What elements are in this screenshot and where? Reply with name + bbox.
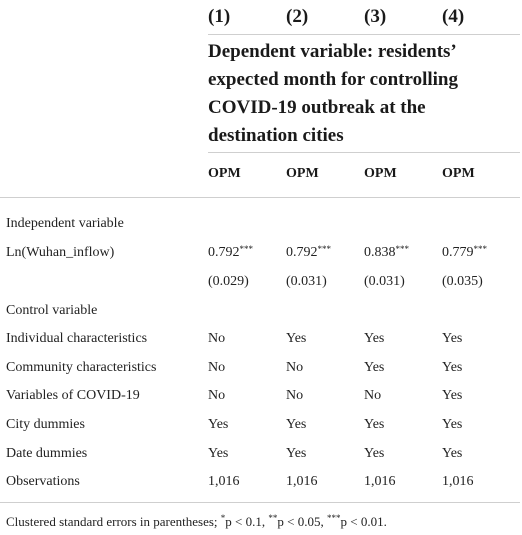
row-label: Community characteristics [6, 360, 157, 375]
row-cell: 1,016 [208, 474, 240, 489]
row-label: City dummies [6, 417, 85, 432]
header-rule [208, 34, 520, 35]
subheader-rule [0, 197, 520, 198]
row-cell: Yes [286, 417, 307, 432]
coef-4: 0.779*** [442, 244, 487, 260]
se-3: (0.031) [364, 274, 405, 289]
dependent-variable-title [208, 38, 520, 150]
dv-line-4: destination cities [208, 125, 344, 146]
main-row-label: Ln(Wuhan_inflow) [6, 245, 115, 260]
row-cell: Yes [364, 417, 385, 432]
row-cell: Yes [442, 388, 463, 403]
row-cell: No [208, 388, 226, 403]
row-label: Individual characteristics [6, 331, 148, 346]
row-cell: Yes [442, 446, 463, 461]
row-label: Observations [6, 474, 80, 489]
bottom-rule [0, 502, 520, 503]
row-cell: No [286, 388, 304, 403]
column-header-1: (1) [208, 6, 231, 27]
row-cell: 1,016 [286, 474, 318, 489]
coef-2: 0.792*** [286, 244, 331, 260]
row-cell: Yes [208, 417, 229, 432]
section-independent: Independent variable [6, 216, 124, 231]
row-cell: Yes [286, 331, 307, 346]
row-cell: No [208, 331, 226, 346]
coef-3: 0.838*** [364, 244, 409, 260]
table-note: Clustered standard errors in parentheses; *p < 0.1, **p < 0.05, ***p < 0.01. [6, 513, 387, 529]
row-cell: Yes [442, 360, 463, 375]
row-cell: Yes [364, 360, 385, 375]
row-cell: No [208, 360, 226, 375]
row-label: Variables of COVID-19 [6, 388, 140, 403]
se-1: (0.029) [208, 274, 249, 289]
row-cell: 1,016 [442, 474, 474, 489]
subheader-3: OPM [364, 166, 397, 181]
row-cell: No [286, 360, 304, 375]
row-cell: 1,016 [364, 474, 396, 489]
column-header-4: (4) [442, 6, 465, 27]
dv-line-1: Dependent variable: residents’ [208, 41, 457, 62]
dv-line-3: COVID-19 outbreak at the [208, 97, 426, 118]
section-control: Control variable [6, 303, 98, 318]
row-cell: No [364, 388, 382, 403]
title-rule [208, 152, 520, 153]
row-cell: Yes [364, 446, 385, 461]
se-2: (0.031) [286, 274, 327, 289]
row-label: Date dummies [6, 446, 88, 461]
column-header-3: (3) [364, 6, 387, 27]
row-cell: Yes [286, 446, 307, 461]
row-cell: Yes [208, 446, 229, 461]
dv-line-2: expected month for controlling [208, 69, 458, 90]
subheader-1: OPM [208, 166, 241, 181]
subheader-2: OPM [286, 166, 319, 181]
row-cell: Yes [442, 331, 463, 346]
subheader-4: OPM [442, 166, 475, 181]
row-cell: Yes [364, 331, 385, 346]
coef-1: 0.792*** [208, 244, 253, 260]
row-cell: Yes [442, 417, 463, 432]
column-header-2: (2) [286, 6, 309, 27]
se-4: (0.035) [442, 274, 483, 289]
